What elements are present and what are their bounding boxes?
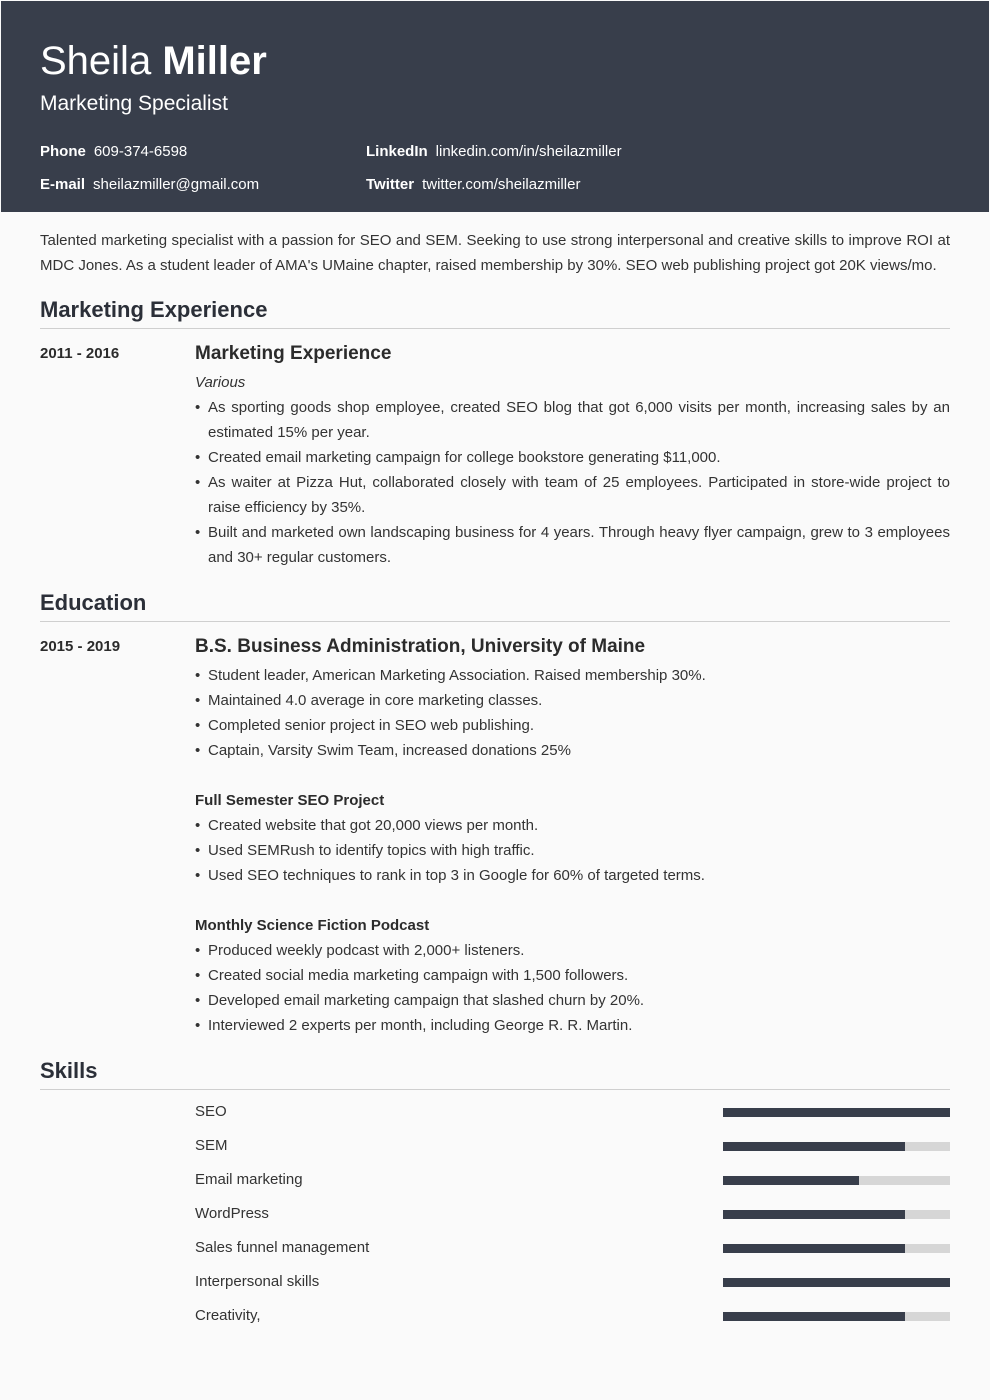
skill-level-fill	[723, 1142, 905, 1151]
list-item: • As sporting goods shop employee, created SEO blog that got 6,000 visits per month, increasing sales by an estimated 15% per year.	[195, 395, 950, 445]
skill-level-bar	[723, 1176, 950, 1185]
experience-title: Marketing Experience	[195, 343, 392, 364]
experience-date: 2011 - 2016	[40, 345, 120, 362]
skill-name: WordPress	[195, 1205, 269, 1222]
contact-linkedin	[366, 142, 622, 162]
skill-row	[195, 1204, 950, 1224]
skill-name: Creativity,	[195, 1307, 261, 1324]
last-name: Miller	[162, 39, 267, 83]
skill-level-fill	[723, 1210, 905, 1219]
education-bullets	[195, 663, 950, 763]
candidate-name	[40, 37, 267, 85]
list-item: • Completed senior project in SEO web publishing.	[195, 713, 950, 738]
skill-row	[195, 1170, 950, 1190]
skill-name: Sales funnel management	[195, 1239, 370, 1256]
list-item: • As waiter at Pizza Hut, collaborated closely with team of 25 employees. Participated in store-wide project to raise efficiency by 35%.	[195, 470, 950, 520]
skill-row	[195, 1306, 950, 1326]
skill-row	[195, 1238, 950, 1258]
experience-bullets	[195, 395, 950, 570]
list-item: • Created social media marketing campaign with 1,500 followers.	[195, 963, 950, 988]
resume-header	[1, 1, 989, 212]
project-bullets	[195, 938, 950, 1038]
linkedin-link[interactable]: linkedin.com/in/sheilazmiller	[435, 143, 622, 160]
list-item: • Interviewed 2 experts per month, including George R. R. Martin.	[195, 1013, 950, 1038]
skill-level-fill	[723, 1244, 905, 1253]
skill-level-bar	[723, 1312, 950, 1321]
skill-level-bar	[723, 1244, 950, 1253]
list-item: • Student leader, American Marketing Association. Raised membership 30%.	[195, 663, 950, 688]
skill-name: SEM	[195, 1137, 228, 1154]
skill-level-bar	[723, 1142, 950, 1151]
section-title-experience: Marketing Experience	[40, 296, 950, 329]
skill-name: SEO	[195, 1103, 227, 1120]
list-item: • Used SEMRush to identify topics with high traffic.	[195, 838, 950, 863]
list-item: • Built and marketed own landscaping business for 4 years. Through heavy flyer campaign, grew to 3 employees and 30+ regular customers.	[195, 520, 950, 570]
list-item: • Developed email marketing campaign that slashed churn by 20%.	[195, 988, 950, 1013]
contact-email	[40, 175, 259, 195]
skill-level-fill	[723, 1108, 950, 1117]
contact-label: LinkedIn	[366, 143, 428, 160]
contact-phone	[40, 142, 187, 162]
project-title: Monthly Science Fiction Podcast	[195, 917, 430, 934]
skill-level-bar	[723, 1278, 950, 1287]
job-title: Marketing Specialist	[40, 92, 228, 115]
email-link[interactable]: sheilazmiller@gmail.com	[93, 176, 260, 193]
skill-row	[195, 1272, 950, 1292]
section-title-skills: Skills	[40, 1057, 950, 1090]
skill-level-bar	[723, 1210, 950, 1219]
contact-label: Twitter	[366, 176, 415, 193]
twitter-link[interactable]: twitter.com/sheilazmiller	[422, 176, 581, 193]
skill-level-fill	[723, 1278, 950, 1287]
skill-level-fill	[723, 1176, 859, 1185]
skill-name: Email marketing	[195, 1171, 303, 1188]
list-item: • Created email marketing campaign for college bookstore generating $11,000.	[195, 445, 950, 470]
skill-level-fill	[723, 1312, 905, 1321]
section-title-education: Education	[40, 589, 950, 622]
skill-row	[195, 1102, 950, 1122]
list-item: • Captain, Varsity Swim Team, increased donations 25%	[195, 738, 950, 763]
project-title: Full Semester SEO Project	[195, 792, 385, 809]
phone-value[interactable]: 609-374-6598	[93, 143, 188, 160]
list-item: • Maintained 4.0 average in core marketing classes.	[195, 688, 950, 713]
list-item: • Produced weekly podcast with 2,000+ listeners.	[195, 938, 950, 963]
contact-twitter	[366, 175, 580, 195]
education-title: B.S. Business Administration, University of Maine	[195, 636, 646, 657]
profile-summary: Talented marketing specialist with a passion for SEO and SEM. Seeking to use strong interpersonal and creative skills to improve ROI at MDC Jones. As a student leader of AMA's UMaine chapter, raised membership by 30%. SEO web publishing project got 20K views/mo.	[40, 232, 950, 274]
skill-level-bar	[723, 1108, 950, 1117]
first-name: Sheila	[40, 39, 152, 83]
list-item: • Used SEO techniques to rank in top 3 in Google for 60% of targeted terms.	[195, 863, 950, 888]
list-item: • Created website that got 20,000 views per month.	[195, 813, 950, 838]
education-date: 2015 - 2019	[40, 638, 121, 655]
contact-label: E-mail	[40, 176, 86, 193]
contact-label: Phone	[40, 143, 86, 160]
skill-name: Interpersonal skills	[195, 1273, 320, 1290]
project-bullets	[195, 813, 950, 888]
skill-row	[195, 1136, 950, 1156]
experience-org: Various	[195, 374, 246, 391]
